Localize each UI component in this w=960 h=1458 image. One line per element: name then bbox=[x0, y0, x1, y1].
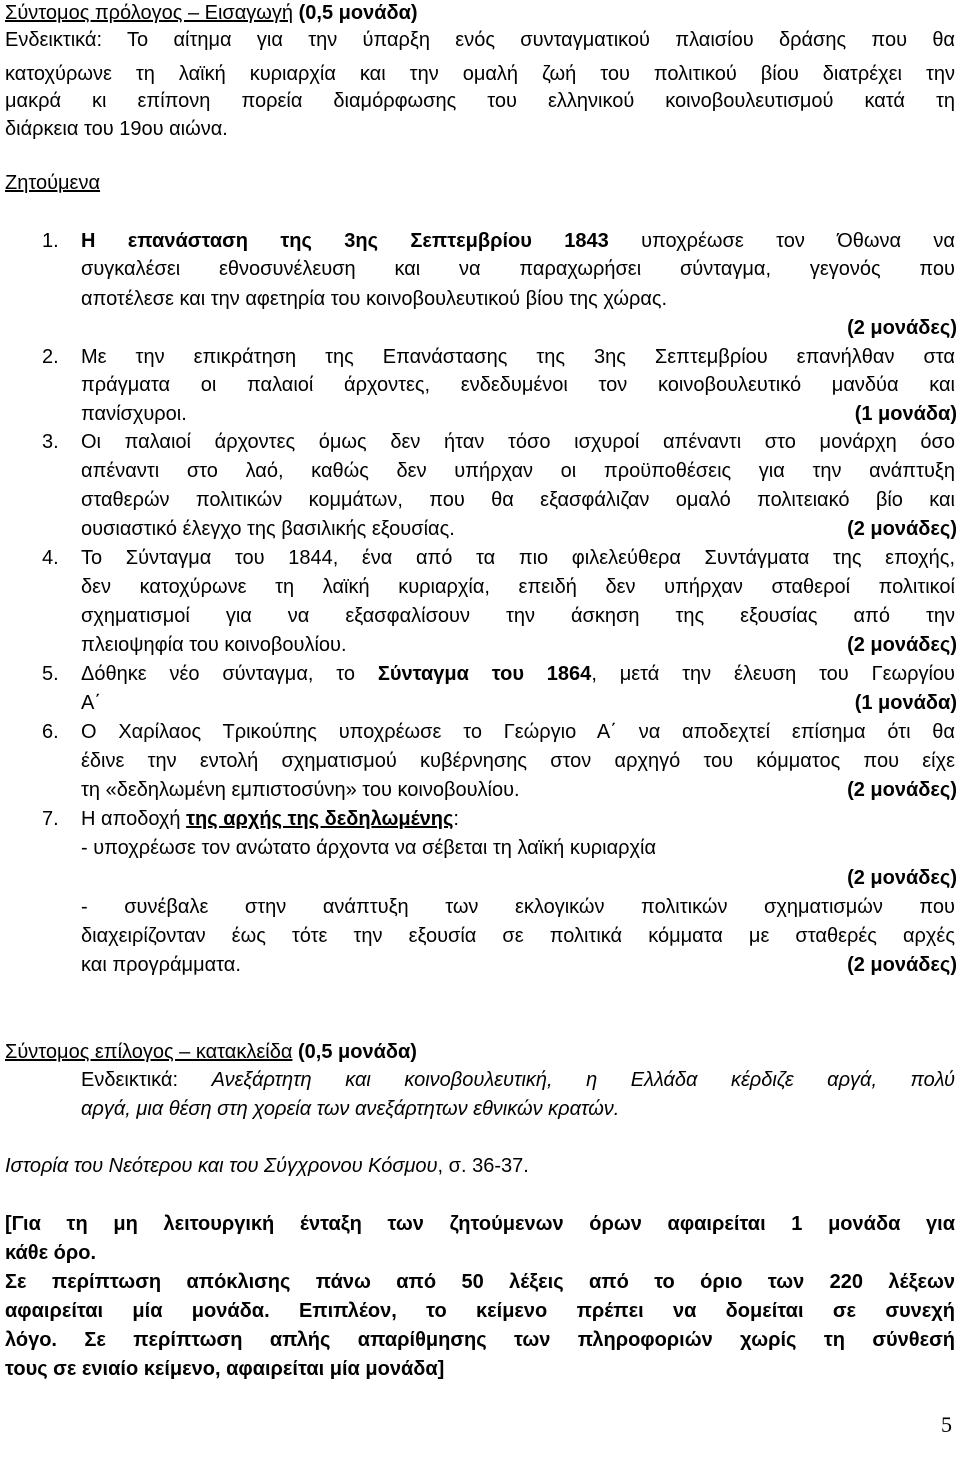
item-3-line-4: ουσιαστικό έλεγχο της βασιλικής εξουσίας. bbox=[81, 518, 455, 540]
source-citation: Ιστορία του Νεότερου και του Σύγχρονου Κόσμου, σ. 36-37. bbox=[5, 1155, 529, 1177]
intro-line-1: Ενδεικτικά: Το αίτημα για την ύπαρξη ενός συνταγματικού πλαισίου δράσης που θα bbox=[5, 29, 955, 51]
item-2-number: 2. bbox=[42, 346, 59, 368]
item-4-line-4: πλειοψηφία του κοινοβουλίου. bbox=[81, 634, 347, 656]
epilogue-heading bbox=[5, 1039, 417, 1065]
item-7-bullet-2-points: (2 μονάδες) bbox=[847, 954, 957, 976]
item-5-number: 5. bbox=[42, 663, 59, 685]
item-4-number: 4. bbox=[42, 547, 59, 569]
intro-heading-points: (0,5 μονάδα) bbox=[298, 2, 418, 24]
item-5-line-2: Α΄ bbox=[81, 692, 101, 714]
page-number: 5 bbox=[941, 1412, 952, 1437]
notes-line-3: Σε περίπτωση απόκλισης πάνω από 50 λέξεις από το όριο των 220 λέξεων bbox=[5, 1271, 955, 1293]
item-4-line-1: Το Σύνταγμα του 1844, ένα από τα πιο φιλελεύθερα Συντάγματα της εποχής, bbox=[81, 547, 955, 569]
item-6-points: (2 μονάδες) bbox=[847, 779, 957, 801]
item-6-line-1: Ο Χαρίλαος Τρικούπης υποχρέωσε το Γεώργιο Α΄ να αποδεχτεί επίσημα ότι θα bbox=[81, 721, 955, 743]
intro-line-4: διάρκεια του 19ου αιώνα. bbox=[5, 118, 228, 140]
item-7-line-1: Η αποδοχή της αρχής της δεδηλωμένης: bbox=[81, 808, 459, 830]
epilogue-line-1: Ενδεικτικά: Ανεξάρτητη και κοινοβουλευτική, η Ελλάδα κέρδιζε αργά, πολύ bbox=[81, 1069, 955, 1091]
epilogue-heading-points: (0,5 μονάδα) bbox=[297, 1041, 417, 1063]
item-1-points: (2 μονάδες) bbox=[847, 317, 957, 339]
item-6-line-2: έδινε την εντολή σχηματισμού κυβέρνησης στον αρχηγό του κόμματος που είχε bbox=[81, 750, 955, 772]
item-2-points: (1 μονάδα) bbox=[854, 403, 957, 425]
item-4-line-3: σχηματισμοί για να εξασφαλίσουν την άσκηση της εξουσίας από την bbox=[81, 605, 955, 627]
notes-line-1: [Για τη μη λειτουργική ένταξη των ζητούμενων όρων αφαιρείται 1 μονάδα για bbox=[5, 1213, 955, 1235]
notes-line-5: λόγο. Σε περίπτωση απλής απαρίθμησης των πληροφοριών χωρίς τη σύνθεσή bbox=[5, 1329, 955, 1351]
notes-line-4: αφαιρείται μία μονάδα. Επιπλέον, το κείμενο πρέπει να δομείται σε συνεχή bbox=[5, 1300, 955, 1322]
notes-line-2: κάθε όρο. bbox=[5, 1242, 97, 1264]
item-1-number: 1. bbox=[42, 230, 59, 252]
item-3-line-2: απέναντι στο λαό, καθώς δεν υπήρχαν οι προϋποθέσεις για την ανάπτυξη bbox=[81, 460, 955, 482]
item-7-bullet-2-line-2: διαχειρίζονταν έως τότε την εξουσία σε πολιτικά κόμματα με σταθερές αρχές bbox=[81, 925, 955, 947]
item-5-line-1: Δόθηκε νέο σύνταγμα, το Σύνταγμα του 1864, μετά την έλευση του Γεωργίου bbox=[81, 663, 955, 685]
intro-heading-title: Σύντομος πρόλογος – Εισαγωγή bbox=[5, 2, 294, 24]
item-6-line-3: τη «δεδηλωμένη εμπιστοσύνη» του κοινοβουλίου. bbox=[81, 779, 520, 801]
item-3-line-3: σταθερών πολιτικών κομμάτων, που θα εξασφάλιζαν ομαλό πολιτειακό βίο και bbox=[81, 489, 955, 511]
item-7-bullet-1-points: (2 μονάδες) bbox=[847, 867, 957, 889]
item-6-number: 6. bbox=[42, 721, 59, 743]
item-2-line-1: Με την επικράτηση της Επανάστασης της 3ης Σεπτεμβρίου επανήλθαν στα bbox=[81, 346, 955, 368]
intro-line-2: κατοχύρωνε τη λαϊκή κυριαρχία και την ομαλή ζωή του πολιτικού βίου διατρέχει την bbox=[5, 63, 955, 85]
item-7-bullet-2-line-1: - συνέβαλε στην ανάπτυξη των εκλογικών πολιτικών σχηματισμών που bbox=[81, 896, 955, 918]
notes-line-6: τους σε ενιαίο κείμενο, αφαιρείται μία μονάδα] bbox=[5, 1358, 445, 1380]
item-2-line-3: πανίσχυροι. bbox=[81, 403, 187, 425]
item-4-points: (2 μονάδες) bbox=[847, 634, 957, 656]
item-4-line-2: δεν κατοχύρωνε τη λαϊκή κυριαρχία, επειδή δεν υπήρχαν σταθεροί πολιτικοί bbox=[81, 576, 955, 598]
requested-heading: Ζητούμενα bbox=[5, 172, 101, 194]
item-7-bullet-2-line-3: και προγράμματα. bbox=[81, 954, 241, 976]
item-3-number: 3. bbox=[42, 431, 59, 453]
intro-heading bbox=[5, 0, 418, 26]
item-7-bullet-1: - υποχρέωσε τον ανώτατο άρχοντα να σέβεται τη λαϊκή κυριαρχία bbox=[81, 837, 657, 859]
item-3-line-1: Οι παλαιοί άρχοντες όμως δεν ήταν τόσο ισχυροί απέναντι στο μονάρχη όσο bbox=[81, 431, 955, 453]
item-1-line-2: συγκαλέσει εθνοσυνέλευση και να παραχωρήσει σύνταγμα, γεγονός που bbox=[81, 258, 955, 280]
item-3-points: (2 μονάδες) bbox=[847, 518, 957, 540]
epilogue-heading-title: Σύντομος επίλογος – κατακλείδα bbox=[5, 1041, 293, 1063]
item-5-points: (1 μονάδα) bbox=[854, 692, 957, 714]
intro-line-3: μακρά κι επίπονη πορεία διαμόρφωσης του ελληνικού κοινοβουλευτισμού κατά τη bbox=[5, 90, 955, 112]
item-7-number: 7. bbox=[42, 808, 59, 830]
item-1-line-3: αποτέλεσε και την αφετηρία του κοινοβουλευτικού βίου της χώρας. bbox=[81, 288, 668, 310]
item-2-line-2: πράγματα οι παλαιοί άρχοντες, ενδεδυμένοι τον κοινοβουλευτικό μανδύα και bbox=[81, 374, 955, 396]
item-1-line-1: Η επανάσταση της 3ης Σεπτεμβρίου 1843 υποχρέωσε τον Όθωνα να bbox=[81, 230, 955, 252]
epilogue-line-2: αργά, μια θέση στη χορεία των ανεξάρτητων εθνικών κρατών. bbox=[81, 1098, 620, 1120]
